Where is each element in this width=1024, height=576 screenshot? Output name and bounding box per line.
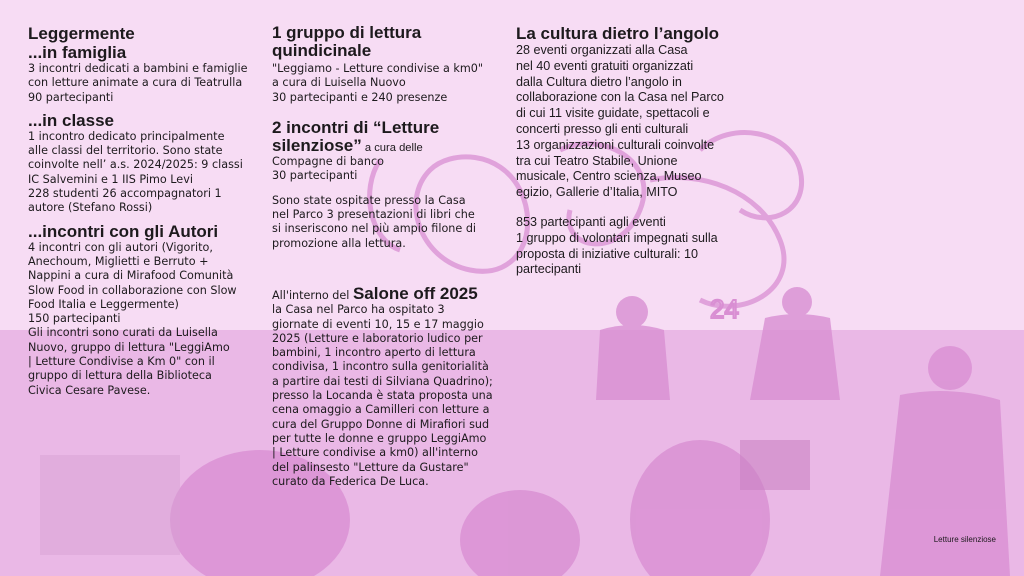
column-lettura bbox=[272, 24, 508, 489]
letture-silenziose-title bbox=[272, 119, 508, 155]
letture-silenziose-title-main: 2 incontri di “Letture silenziose” bbox=[272, 117, 440, 155]
cultura-text-1: 28 eventi organizzati alla Casa nel 40 eventi gratuiti organizzati dalla Cultura dietro l’angolo in collaborazione con la Casa nel Parco di cui 11 visite guidate, spettacoli e concerti presso gli enti culturali 13 organizzazioni culturali coinvolte tra cui Teatro Stabile, Unione musicale, Centro scienza, Museo egizio, Gallerie d’Italia, MITO bbox=[516, 43, 724, 200]
incontri-autori-heading: ...incontri con gli Autori bbox=[28, 221, 219, 241]
gruppo-lettura-text: "Leggiamo - Letture condivise a km0" a cura di Luisella Nuovo 30 partecipanti e 240 presenze bbox=[272, 62, 484, 104]
svg-text:24: 24 bbox=[710, 294, 739, 324]
cultura-title: La cultura dietro l’angolo bbox=[516, 24, 720, 43]
leggermente-title: Leggermente bbox=[28, 24, 135, 43]
column-cultura bbox=[516, 24, 766, 278]
letture-silenziose-text: Compagne di banco 30 partecipanti bbox=[272, 155, 384, 183]
salone-off-prefix: All'interno del bbox=[272, 288, 353, 302]
column-leggermente bbox=[28, 24, 268, 398]
incontri-autori-text: 4 incontri con gli autori (Vigorito, Anechoum, Miglietti e Berruto + Nappini a cura di Mirafood Comunità Slow Food in collaborazione con Slow Food Italia e Leggermente) 150 partecipanti Gli incontri sono curati da Luisella Nuovo, gruppo di lettura "LeggiAmo | Letture Condivise a Km 0" con il gruppo di lettura della Biblioteca Civica Cesare Pavese. bbox=[28, 240, 237, 397]
in-classe-text: 1 incontro dedicato principalmente alle classi del territorio. Sono state coinvolte nell’ a.s. 2024/2025: 9 classi IC Salvemini e 1 IIS Pimo Levi 228 studenti 26 accompagnatori 1 autore (Stefano Rossi) bbox=[28, 129, 243, 215]
cultura-text-2: 853 partecipanti agli eventi 1 gruppo di volontari impegnati sulla proposta di iniziative culturali: 10 partecipanti bbox=[516, 214, 718, 277]
in-famiglia-heading: ...in famiglia bbox=[28, 43, 127, 62]
letture-silenziose-title-tail: a cura delle bbox=[361, 141, 423, 154]
photo-caption: Letture silenziose bbox=[933, 535, 996, 544]
presentazioni-libri-text: Sono state ospitate presso la Casa nel Parco 3 presentazioni di libri che si inseriscono nel più ampio filone di promozione alla lettura. bbox=[272, 193, 477, 250]
gruppo-lettura-title: 1 gruppo di lettura quindicinale bbox=[272, 23, 422, 60]
salone-off-title: Salone off 2025 bbox=[352, 283, 478, 303]
in-famiglia-text: 3 incontri dedicati a bambini e famiglie con letture animate a cura di Teatrulla 90 partecipanti bbox=[28, 62, 248, 104]
in-classe-heading: ...in classe bbox=[28, 110, 114, 130]
salone-off-text: la Casa nel Parco ha ospitato 3 giornate di eventi 10, 15 e 17 maggio 2025 (Letture e laboratorio ludico per bambini, 1 incontro aperto di lettura condivisa, 1 incontro sulla genitorialità a partire dai testi di Silviana Quadrino); presso la Locanda è stata proposta una cena omaggio a Camilleri con letture a cura del Gruppo Donne di Mirafiori sud per tutte le donne e gruppo LeggiAmo | Letture condivise a km0) all'interno del palinsesto "Letture da Gustare" curato da Federica De Luca. bbox=[272, 303, 493, 488]
salone-off-line bbox=[272, 283, 508, 303]
